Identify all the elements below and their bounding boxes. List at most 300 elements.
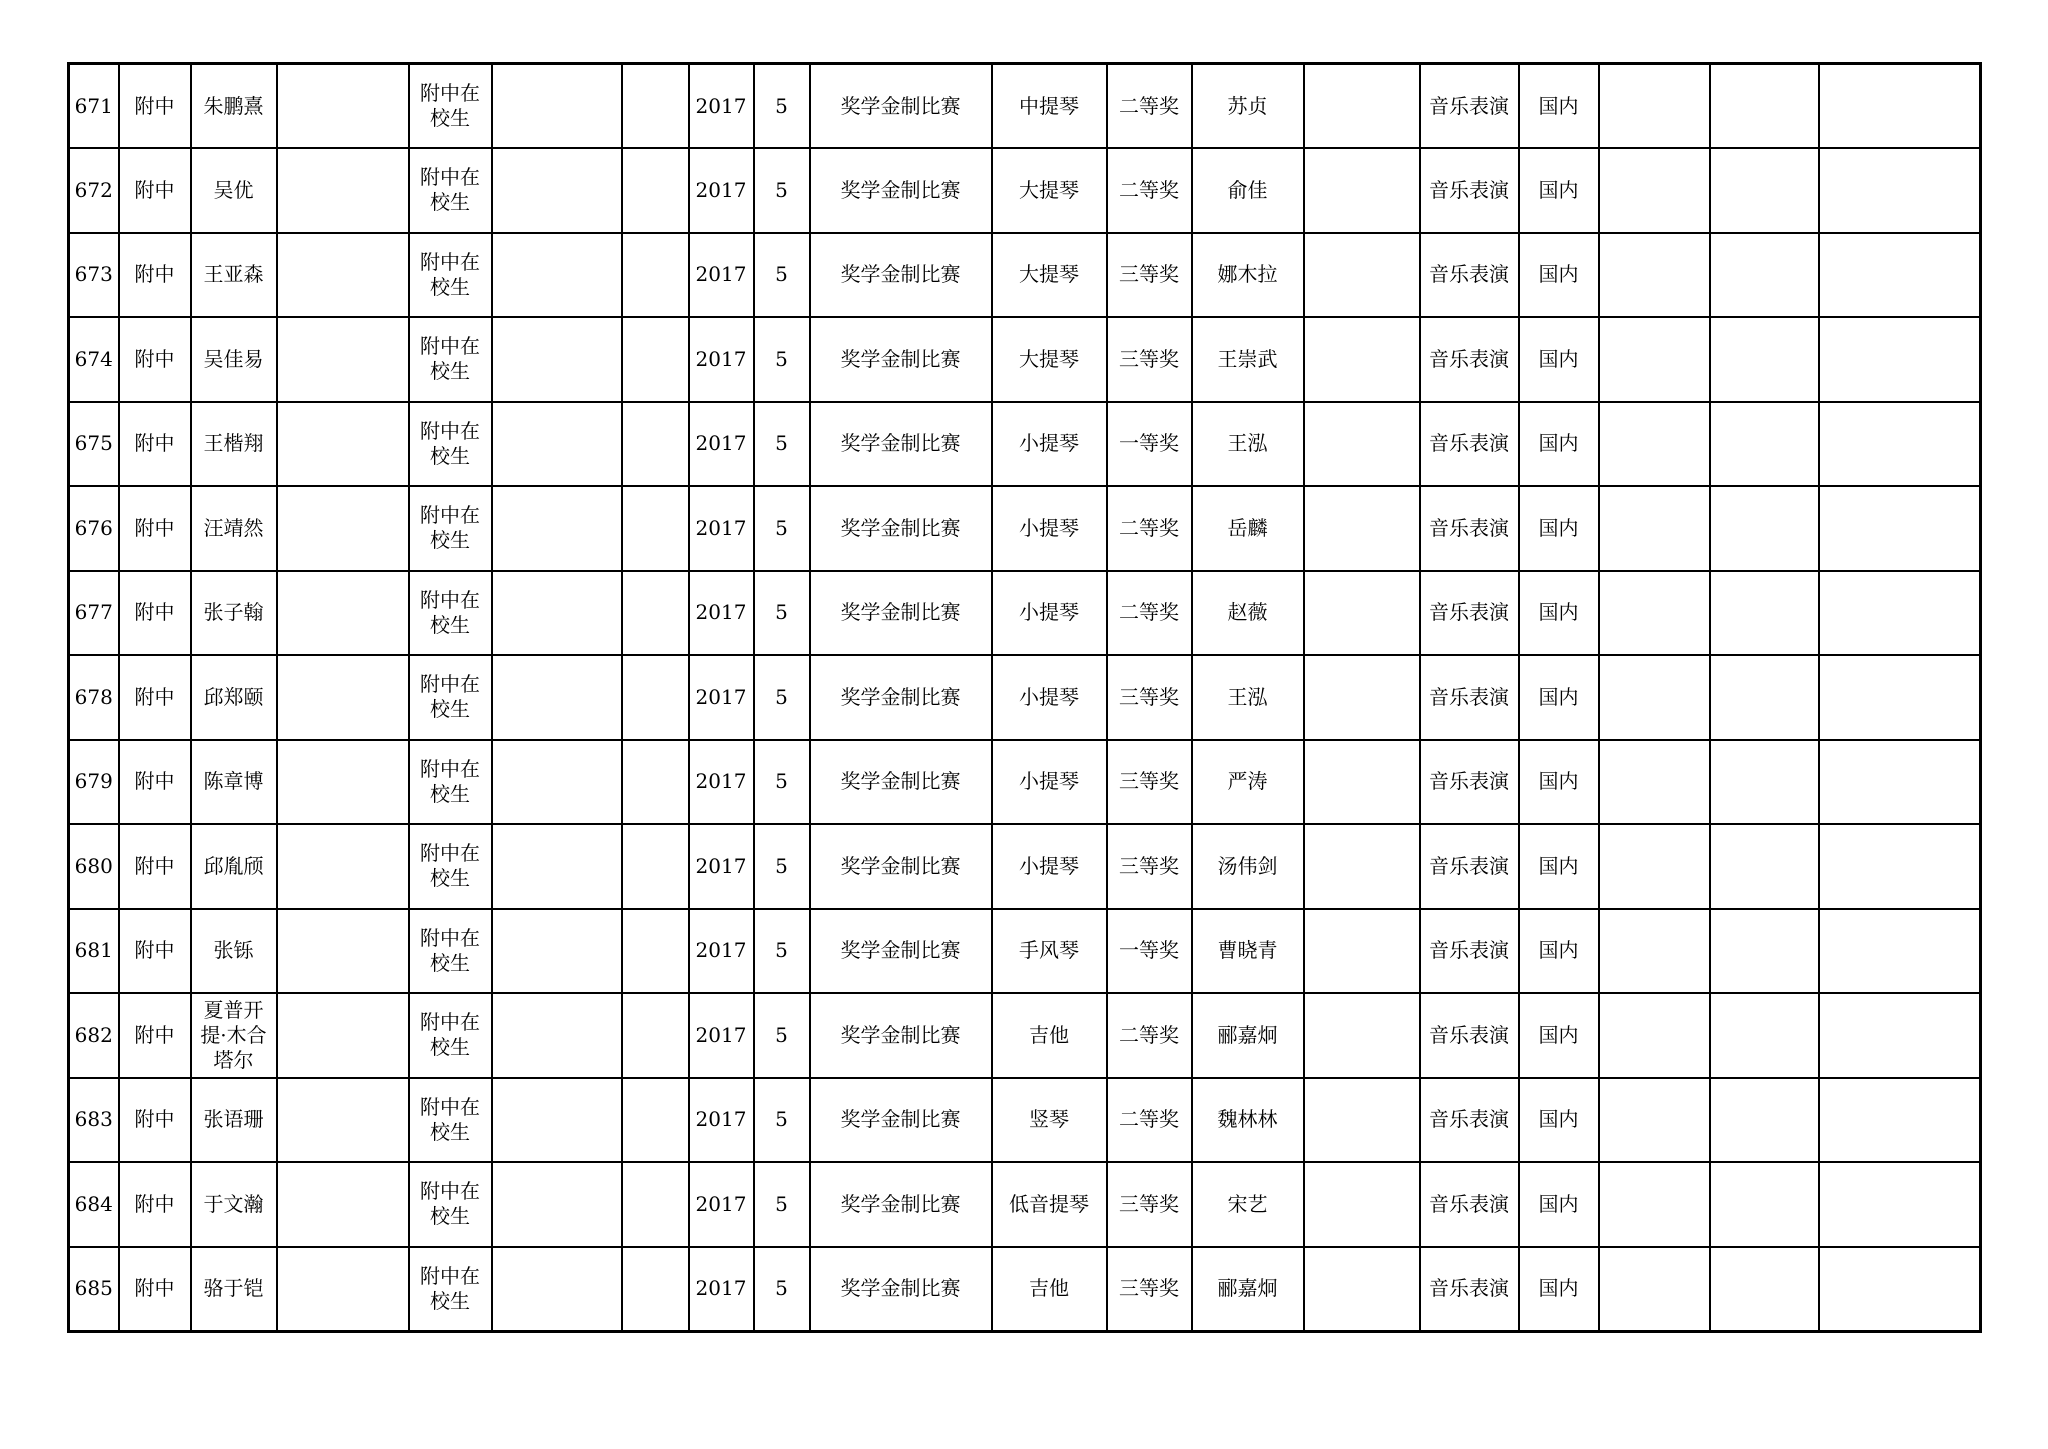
cell-teacher: 曹晓青	[1192, 909, 1304, 994]
cell-blank-g	[1819, 740, 1981, 825]
cell-school: 附中	[119, 655, 191, 740]
cell-month: 5	[754, 740, 810, 825]
cell-teacher: 王崇武	[1192, 317, 1304, 402]
cell-school: 附中	[119, 1247, 191, 1332]
cell-row-number: 674	[69, 317, 119, 402]
cell-enrollment-status: 附中在校生	[409, 64, 492, 149]
cell-blank-g	[1819, 993, 1981, 1078]
cell-enrollment-status: 附中在校生	[409, 1247, 492, 1332]
cell-school: 附中	[119, 148, 191, 233]
cell-competition-name: 奖学金制比赛	[810, 402, 992, 487]
cell-blank-c	[622, 317, 689, 402]
cell-month: 5	[754, 909, 810, 994]
cell-month: 5	[754, 993, 810, 1078]
cell-blank-g	[1819, 1078, 1981, 1163]
table-row	[69, 824, 1981, 909]
cell-major: 音乐表演	[1420, 486, 1519, 571]
cell-major: 音乐表演	[1420, 571, 1519, 656]
cell-award-level: 三等奖	[1107, 1162, 1192, 1247]
cell-award-level: 一等奖	[1107, 402, 1192, 487]
cell-teacher: 赵薇	[1192, 571, 1304, 656]
cell-school: 附中	[119, 1162, 191, 1247]
cell-blank-a	[277, 824, 409, 909]
cell-scope: 国内	[1519, 824, 1599, 909]
cell-blank-e	[1599, 571, 1710, 656]
cell-blank-e	[1599, 655, 1710, 740]
cell-competition-name: 奖学金制比赛	[810, 486, 992, 571]
cell-blank-d	[1304, 571, 1420, 656]
cell-major: 音乐表演	[1420, 1162, 1519, 1247]
cell-blank-c	[622, 148, 689, 233]
cell-year: 2017	[689, 740, 754, 825]
cell-blank-e	[1599, 909, 1710, 994]
cell-blank-g	[1819, 402, 1981, 487]
cell-blank-a	[277, 655, 409, 740]
cell-blank-f	[1710, 1247, 1819, 1332]
cell-blank-b	[492, 571, 622, 656]
cell-student-name: 朱鹏熹	[191, 64, 277, 149]
cell-year: 2017	[689, 571, 754, 656]
cell-blank-b	[492, 655, 622, 740]
cell-blank-e	[1599, 824, 1710, 909]
cell-scope: 国内	[1519, 655, 1599, 740]
cell-blank-g	[1819, 148, 1981, 233]
cell-blank-g	[1819, 571, 1981, 656]
table-row	[69, 233, 1981, 318]
cell-instrument: 小提琴	[992, 740, 1107, 825]
cell-blank-f	[1710, 740, 1819, 825]
cell-award-level: 二等奖	[1107, 486, 1192, 571]
cell-blank-b	[492, 486, 622, 571]
cell-instrument: 小提琴	[992, 486, 1107, 571]
cell-instrument: 大提琴	[992, 148, 1107, 233]
cell-blank-f	[1710, 64, 1819, 149]
spreadsheet-sheet	[67, 62, 1982, 1333]
cell-competition-name: 奖学金制比赛	[810, 655, 992, 740]
cell-blank-b	[492, 233, 622, 318]
cell-blank-g	[1819, 824, 1981, 909]
cell-blank-b	[492, 1078, 622, 1163]
cell-student-name: 张铄	[191, 909, 277, 994]
cell-month: 5	[754, 402, 810, 487]
cell-competition-name: 奖学金制比赛	[810, 993, 992, 1078]
cell-blank-c	[622, 1247, 689, 1332]
cell-year: 2017	[689, 64, 754, 149]
cell-major: 音乐表演	[1420, 1247, 1519, 1332]
cell-instrument: 小提琴	[992, 402, 1107, 487]
cell-blank-b	[492, 64, 622, 149]
cell-blank-e	[1599, 740, 1710, 825]
cell-year: 2017	[689, 655, 754, 740]
cell-student-name: 张语珊	[191, 1078, 277, 1163]
table-row	[69, 571, 1981, 656]
cell-scope: 国内	[1519, 1247, 1599, 1332]
cell-enrollment-status: 附中在校生	[409, 1162, 492, 1247]
cell-student-name: 王亚森	[191, 233, 277, 318]
cell-blank-c	[622, 824, 689, 909]
cell-month: 5	[754, 1162, 810, 1247]
cell-instrument: 竖琴	[992, 1078, 1107, 1163]
cell-student-name: 陈章博	[191, 740, 277, 825]
cell-award-level: 二等奖	[1107, 148, 1192, 233]
cell-row-number: 681	[69, 909, 119, 994]
cell-month: 5	[754, 655, 810, 740]
cell-student-name: 张子翰	[191, 571, 277, 656]
cell-scope: 国内	[1519, 740, 1599, 825]
cell-teacher: 岳麟	[1192, 486, 1304, 571]
cell-instrument: 吉他	[992, 993, 1107, 1078]
cell-blank-a	[277, 740, 409, 825]
cell-instrument: 大提琴	[992, 233, 1107, 318]
cell-scope: 国内	[1519, 993, 1599, 1078]
cell-teacher: 汤伟剑	[1192, 824, 1304, 909]
cell-month: 5	[754, 1078, 810, 1163]
cell-competition-name: 奖学金制比赛	[810, 1247, 992, 1332]
cell-row-number: 685	[69, 1247, 119, 1332]
cell-enrollment-status: 附中在校生	[409, 317, 492, 402]
cell-blank-c	[622, 233, 689, 318]
cell-blank-d	[1304, 64, 1420, 149]
cell-school: 附中	[119, 824, 191, 909]
cell-row-number: 683	[69, 1078, 119, 1163]
table-row	[69, 148, 1981, 233]
cell-school: 附中	[119, 1078, 191, 1163]
cell-month: 5	[754, 233, 810, 318]
cell-teacher: 郦嘉炯	[1192, 1247, 1304, 1332]
cell-blank-c	[622, 571, 689, 656]
cell-blank-b	[492, 740, 622, 825]
cell-blank-c	[622, 486, 689, 571]
cell-student-name: 邱郑颐	[191, 655, 277, 740]
table-row	[69, 1247, 1981, 1332]
table-row	[69, 993, 1981, 1078]
cell-blank-a	[277, 1162, 409, 1247]
cell-competition-name: 奖学金制比赛	[810, 1162, 992, 1247]
cell-blank-f	[1710, 148, 1819, 233]
cell-teacher: 郦嘉炯	[1192, 993, 1304, 1078]
cell-blank-e	[1599, 1247, 1710, 1332]
cell-award-level: 三等奖	[1107, 740, 1192, 825]
cell-instrument: 手风琴	[992, 909, 1107, 994]
cell-school: 附中	[119, 317, 191, 402]
cell-row-number: 682	[69, 993, 119, 1078]
cell-blank-a	[277, 402, 409, 487]
cell-blank-e	[1599, 486, 1710, 571]
cell-school: 附中	[119, 909, 191, 994]
cell-blank-g	[1819, 655, 1981, 740]
cell-month: 5	[754, 1247, 810, 1332]
cell-blank-b	[492, 148, 622, 233]
cell-row-number: 679	[69, 740, 119, 825]
cell-blank-e	[1599, 1078, 1710, 1163]
cell-enrollment-status: 附中在校生	[409, 1078, 492, 1163]
cell-instrument: 小提琴	[992, 824, 1107, 909]
cell-instrument: 低音提琴	[992, 1162, 1107, 1247]
cell-scope: 国内	[1519, 317, 1599, 402]
cell-blank-g	[1819, 1247, 1981, 1332]
cell-blank-b	[492, 1162, 622, 1247]
cell-enrollment-status: 附中在校生	[409, 993, 492, 1078]
cell-student-name: 吴优	[191, 148, 277, 233]
table-row	[69, 740, 1981, 825]
cell-blank-g	[1819, 486, 1981, 571]
cell-blank-c	[622, 909, 689, 994]
cell-enrollment-status: 附中在校生	[409, 655, 492, 740]
cell-blank-a	[277, 1078, 409, 1163]
cell-year: 2017	[689, 317, 754, 402]
cell-scope: 国内	[1519, 148, 1599, 233]
cell-row-number: 678	[69, 655, 119, 740]
cell-blank-c	[622, 402, 689, 487]
cell-instrument: 大提琴	[992, 317, 1107, 402]
cell-school: 附中	[119, 64, 191, 149]
cell-blank-a	[277, 571, 409, 656]
cell-school: 附中	[119, 486, 191, 571]
cell-row-number: 684	[69, 1162, 119, 1247]
cell-major: 音乐表演	[1420, 233, 1519, 318]
cell-scope: 国内	[1519, 402, 1599, 487]
cell-blank-d	[1304, 993, 1420, 1078]
cell-blank-d	[1304, 740, 1420, 825]
cell-scope: 国内	[1519, 64, 1599, 149]
cell-enrollment-status: 附中在校生	[409, 909, 492, 994]
cell-blank-a	[277, 909, 409, 994]
cell-scope: 国内	[1519, 1162, 1599, 1247]
cell-month: 5	[754, 317, 810, 402]
cell-school: 附中	[119, 740, 191, 825]
cell-teacher: 宋艺	[1192, 1162, 1304, 1247]
cell-major: 音乐表演	[1420, 909, 1519, 994]
cell-month: 5	[754, 824, 810, 909]
cell-scope: 国内	[1519, 233, 1599, 318]
cell-blank-b	[492, 909, 622, 994]
cell-blank-g	[1819, 233, 1981, 318]
cell-school: 附中	[119, 402, 191, 487]
cell-award-level: 三等奖	[1107, 1247, 1192, 1332]
cell-blank-d	[1304, 1162, 1420, 1247]
cell-major: 音乐表演	[1420, 148, 1519, 233]
table-row	[69, 402, 1981, 487]
cell-blank-b	[492, 1247, 622, 1332]
cell-blank-a	[277, 486, 409, 571]
cell-blank-g	[1819, 909, 1981, 994]
cell-row-number: 676	[69, 486, 119, 571]
table-row	[69, 317, 1981, 402]
cell-blank-a	[277, 317, 409, 402]
cell-year: 2017	[689, 824, 754, 909]
cell-award-level: 三等奖	[1107, 824, 1192, 909]
cell-month: 5	[754, 571, 810, 656]
cell-blank-g	[1819, 1162, 1981, 1247]
cell-blank-g	[1819, 317, 1981, 402]
cell-blank-e	[1599, 148, 1710, 233]
cell-major: 音乐表演	[1420, 402, 1519, 487]
cell-scope: 国内	[1519, 571, 1599, 656]
cell-year: 2017	[689, 1078, 754, 1163]
cell-blank-c	[622, 740, 689, 825]
cell-competition-name: 奖学金制比赛	[810, 64, 992, 149]
cell-student-name: 汪靖然	[191, 486, 277, 571]
cell-year: 2017	[689, 993, 754, 1078]
cell-row-number: 673	[69, 233, 119, 318]
cell-teacher: 苏贞	[1192, 64, 1304, 149]
cell-major: 音乐表演	[1420, 993, 1519, 1078]
cell-year: 2017	[689, 1162, 754, 1247]
cell-blank-a	[277, 233, 409, 318]
cell-blank-a	[277, 148, 409, 233]
cell-blank-d	[1304, 148, 1420, 233]
cell-teacher: 魏林林	[1192, 1078, 1304, 1163]
cell-instrument: 吉他	[992, 1247, 1107, 1332]
table-body	[69, 64, 1981, 1332]
cell-blank-b	[492, 993, 622, 1078]
cell-blank-e	[1599, 993, 1710, 1078]
cell-enrollment-status: 附中在校生	[409, 233, 492, 318]
cell-scope: 国内	[1519, 909, 1599, 994]
cell-major: 音乐表演	[1420, 824, 1519, 909]
cell-blank-e	[1599, 402, 1710, 487]
cell-major: 音乐表演	[1420, 740, 1519, 825]
cell-major: 音乐表演	[1420, 317, 1519, 402]
cell-blank-c	[622, 993, 689, 1078]
cell-student-name: 夏普开提·木合塔尔	[191, 993, 277, 1078]
cell-blank-e	[1599, 233, 1710, 318]
cell-school: 附中	[119, 993, 191, 1078]
cell-teacher: 王泓	[1192, 655, 1304, 740]
cell-award-level: 二等奖	[1107, 571, 1192, 656]
cell-award-level: 一等奖	[1107, 909, 1192, 994]
cell-competition-name: 奖学金制比赛	[810, 148, 992, 233]
cell-teacher: 严涛	[1192, 740, 1304, 825]
cell-blank-d	[1304, 317, 1420, 402]
cell-blank-c	[622, 64, 689, 149]
cell-award-level: 二等奖	[1107, 993, 1192, 1078]
cell-row-number: 675	[69, 402, 119, 487]
cell-blank-a	[277, 64, 409, 149]
cell-teacher: 俞佳	[1192, 148, 1304, 233]
cell-blank-c	[622, 655, 689, 740]
cell-major: 音乐表演	[1420, 64, 1519, 149]
cell-scope: 国内	[1519, 1078, 1599, 1163]
cell-major: 音乐表演	[1420, 655, 1519, 740]
cell-blank-b	[492, 824, 622, 909]
cell-award-level: 二等奖	[1107, 1078, 1192, 1163]
cell-year: 2017	[689, 233, 754, 318]
cell-blank-f	[1710, 993, 1819, 1078]
cell-instrument: 小提琴	[992, 571, 1107, 656]
cell-blank-f	[1710, 824, 1819, 909]
cell-student-name: 邱胤颀	[191, 824, 277, 909]
cell-award-level: 三等奖	[1107, 233, 1192, 318]
table-row	[69, 1162, 1981, 1247]
cell-blank-g	[1819, 64, 1981, 149]
cell-blank-a	[277, 993, 409, 1078]
table-row	[69, 1078, 1981, 1163]
cell-award-level: 三等奖	[1107, 317, 1192, 402]
cell-blank-f	[1710, 317, 1819, 402]
cell-student-name: 吴佳易	[191, 317, 277, 402]
cell-month: 5	[754, 64, 810, 149]
cell-year: 2017	[689, 402, 754, 487]
cell-teacher: 娜木拉	[1192, 233, 1304, 318]
awards-table	[67, 62, 1982, 1333]
cell-blank-c	[622, 1162, 689, 1247]
cell-row-number: 677	[69, 571, 119, 656]
cell-teacher: 王泓	[1192, 402, 1304, 487]
cell-month: 5	[754, 148, 810, 233]
cell-blank-f	[1710, 486, 1819, 571]
cell-student-name: 王楷翔	[191, 402, 277, 487]
cell-enrollment-status: 附中在校生	[409, 571, 492, 656]
cell-blank-f	[1710, 1162, 1819, 1247]
cell-enrollment-status: 附中在校生	[409, 486, 492, 571]
cell-blank-d	[1304, 233, 1420, 318]
cell-blank-b	[492, 402, 622, 487]
cell-competition-name: 奖学金制比赛	[810, 1078, 992, 1163]
cell-competition-name: 奖学金制比赛	[810, 233, 992, 318]
cell-student-name: 于文瀚	[191, 1162, 277, 1247]
cell-competition-name: 奖学金制比赛	[810, 909, 992, 994]
cell-enrollment-status: 附中在校生	[409, 148, 492, 233]
cell-blank-b	[492, 317, 622, 402]
cell-blank-f	[1710, 233, 1819, 318]
cell-row-number: 672	[69, 148, 119, 233]
cell-major: 音乐表演	[1420, 1078, 1519, 1163]
cell-year: 2017	[689, 909, 754, 994]
table-row	[69, 655, 1981, 740]
cell-year: 2017	[689, 1247, 754, 1332]
cell-blank-d	[1304, 1078, 1420, 1163]
table-row	[69, 909, 1981, 994]
cell-enrollment-status: 附中在校生	[409, 740, 492, 825]
cell-blank-f	[1710, 402, 1819, 487]
cell-school: 附中	[119, 571, 191, 656]
cell-blank-d	[1304, 486, 1420, 571]
cell-blank-f	[1710, 571, 1819, 656]
cell-blank-e	[1599, 64, 1710, 149]
cell-scope: 国内	[1519, 486, 1599, 571]
cell-year: 2017	[689, 148, 754, 233]
cell-competition-name: 奖学金制比赛	[810, 824, 992, 909]
cell-award-level: 二等奖	[1107, 64, 1192, 149]
table-row	[69, 64, 1981, 149]
cell-enrollment-status: 附中在校生	[409, 402, 492, 487]
cell-blank-d	[1304, 655, 1420, 740]
cell-row-number: 680	[69, 824, 119, 909]
cell-month: 5	[754, 486, 810, 571]
cell-blank-c	[622, 1078, 689, 1163]
cell-blank-e	[1599, 317, 1710, 402]
cell-school: 附中	[119, 233, 191, 318]
cell-row-number: 671	[69, 64, 119, 149]
cell-blank-e	[1599, 1162, 1710, 1247]
cell-blank-d	[1304, 909, 1420, 994]
cell-blank-a	[277, 1247, 409, 1332]
cell-blank-d	[1304, 824, 1420, 909]
table-row	[69, 486, 1981, 571]
cell-award-level: 三等奖	[1107, 655, 1192, 740]
cell-blank-f	[1710, 909, 1819, 994]
cell-instrument: 中提琴	[992, 64, 1107, 149]
cell-competition-name: 奖学金制比赛	[810, 317, 992, 402]
cell-blank-f	[1710, 1078, 1819, 1163]
cell-blank-d	[1304, 1247, 1420, 1332]
cell-competition-name: 奖学金制比赛	[810, 740, 992, 825]
cell-year: 2017	[689, 486, 754, 571]
cell-student-name: 骆于铠	[191, 1247, 277, 1332]
cell-blank-d	[1304, 402, 1420, 487]
cell-competition-name: 奖学金制比赛	[810, 571, 992, 656]
